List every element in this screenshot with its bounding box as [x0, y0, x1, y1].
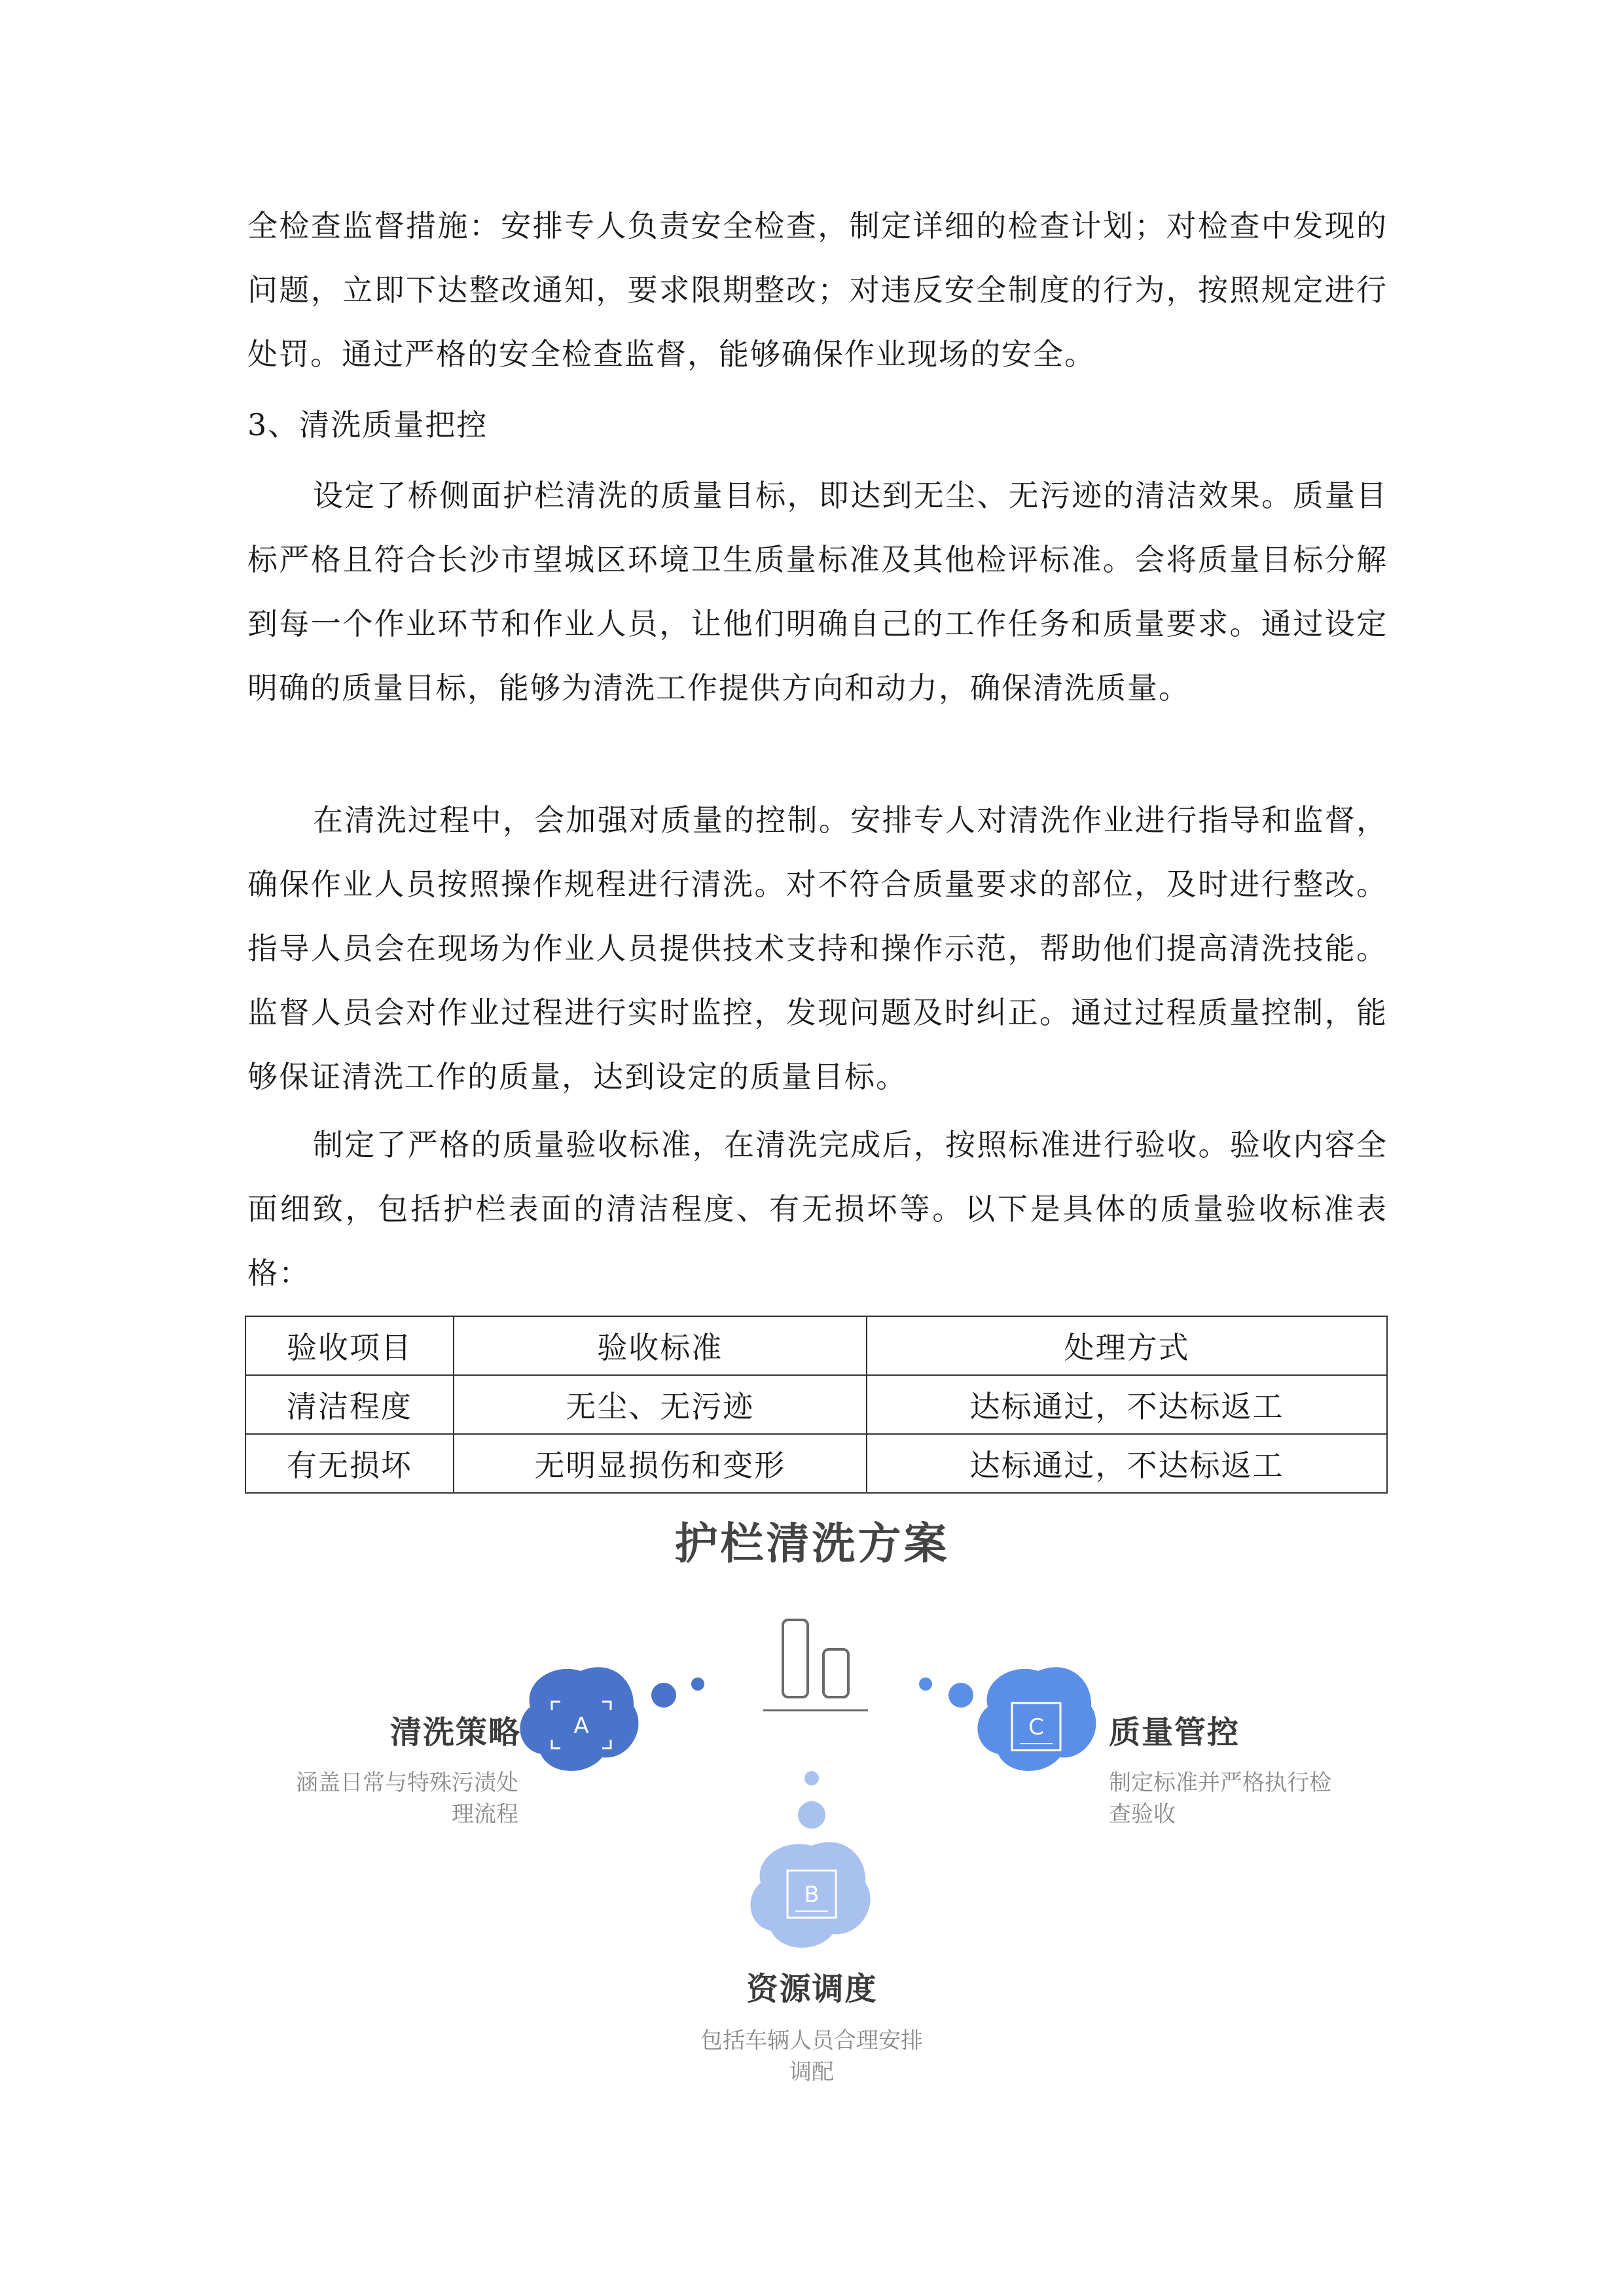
node-c-blob — [977, 1667, 1096, 1771]
table-header-cell: 处理方式 — [867, 1316, 1387, 1375]
paragraph-acceptance-standard: 制定了严格的质量验收标准，在清洗完成后，按照标准进行验收。验收内容全面细致，包括护栏表面的清洁程度、有无损坏等。以下是具体的质量验收标准表格： — [247, 1127, 1388, 1291]
diagram-title: 护栏清洗方案 — [674, 1518, 950, 1569]
node-c-desc-line: 制定标准并严格执行检 — [1109, 1770, 1331, 1796]
table-cell: 无明显损伤和变形 — [454, 1434, 867, 1493]
node-a-desc-line: 涵盖日常与特殊污渍处 — [296, 1770, 518, 1796]
node-a-letter: A — [573, 1713, 589, 1739]
node-b-title: 资源调度 — [746, 1971, 878, 2007]
connector-dot — [948, 1683, 973, 1708]
table-cell: 达标通过，不达标返工 — [867, 1375, 1387, 1434]
node-a-desc-line: 理流程 — [452, 1801, 518, 1827]
node-c-letter: C — [1028, 1714, 1044, 1740]
bar-chart-icon — [763, 1620, 868, 1710]
table-header-cell: 验收项目 — [245, 1316, 454, 1375]
connector-dot — [798, 1801, 825, 1829]
node-c-description — [1109, 1767, 1371, 1830]
table-cell: 清洁程度 — [245, 1375, 454, 1434]
node-b-blob — [750, 1842, 870, 1947]
node-b-desc-line: 包括车辆人员合理安排 — [700, 2028, 923, 2054]
node-a-description — [262, 1767, 518, 1830]
paragraph-quality-target: 设定了桥侧面护栏清洗的质量目标，即达到无尘、无污迹的清洁效果。质量目标严格且符合长沙市望城区环境卫生质量标准及其他检评标准。会将质量目标分解到每一个作业环节和作业人员，让他们明确自己的工作任务和质量要求。通过设定明确的质量目标，能够为清洗工作提供方向和动力，确保清洗质量。 — [247, 478, 1388, 706]
paragraph-process-control: 在清洗过程中，会加强对质量的控制。安排专人对清洗作业进行指导和监督，确保作业人员按照操作规程进行清洗。对不符合质量要求的部位，及时进行整改。指导人员会在现场为作业人员提供技术支持和操作示范，帮助他们提高清洗技能。监督人员会对作业过程进行实时监控，发现问题及时纠正。通过过程质量控制，能够保证清洗工作的质量，达到设定的质量目标。 — [247, 802, 1388, 1094]
connector-dot — [919, 1677, 932, 1691]
table-header-cell: 验收标准 — [454, 1316, 867, 1375]
table-cell: 无尘、无污迹 — [454, 1375, 867, 1434]
node-b-letter: B — [804, 1882, 820, 1908]
connector-dot — [691, 1677, 704, 1691]
section-heading-quality-control: 3、清洗质量把控 — [247, 407, 488, 442]
connector-dot — [804, 1771, 819, 1785]
node-c-desc-line: 查验收 — [1109, 1801, 1176, 1827]
node-b-description — [681, 2025, 943, 2088]
node-a-title: 清洗策略 — [390, 1714, 522, 1751]
node-c-title: 质量管控 — [1109, 1714, 1240, 1751]
node-a-blob — [520, 1667, 638, 1771]
connector-dot — [651, 1683, 676, 1708]
node-b-desc-line: 调配 — [789, 2059, 834, 2085]
table-cell: 有无损坏 — [245, 1434, 454, 1493]
paragraph-safety-inspection: 全检查监督措施：安排专人负责安全检查，制定详细的检查计划；对检查中发现的问题，立即下达整改通知，要求限期整改；对违反安全制度的行为，按照规定进行处罚。通过严格的安全检查监督，能够确保作业现场的安全。 — [247, 208, 1388, 372]
table-cell: 达标通过，不达标返工 — [867, 1434, 1387, 1493]
